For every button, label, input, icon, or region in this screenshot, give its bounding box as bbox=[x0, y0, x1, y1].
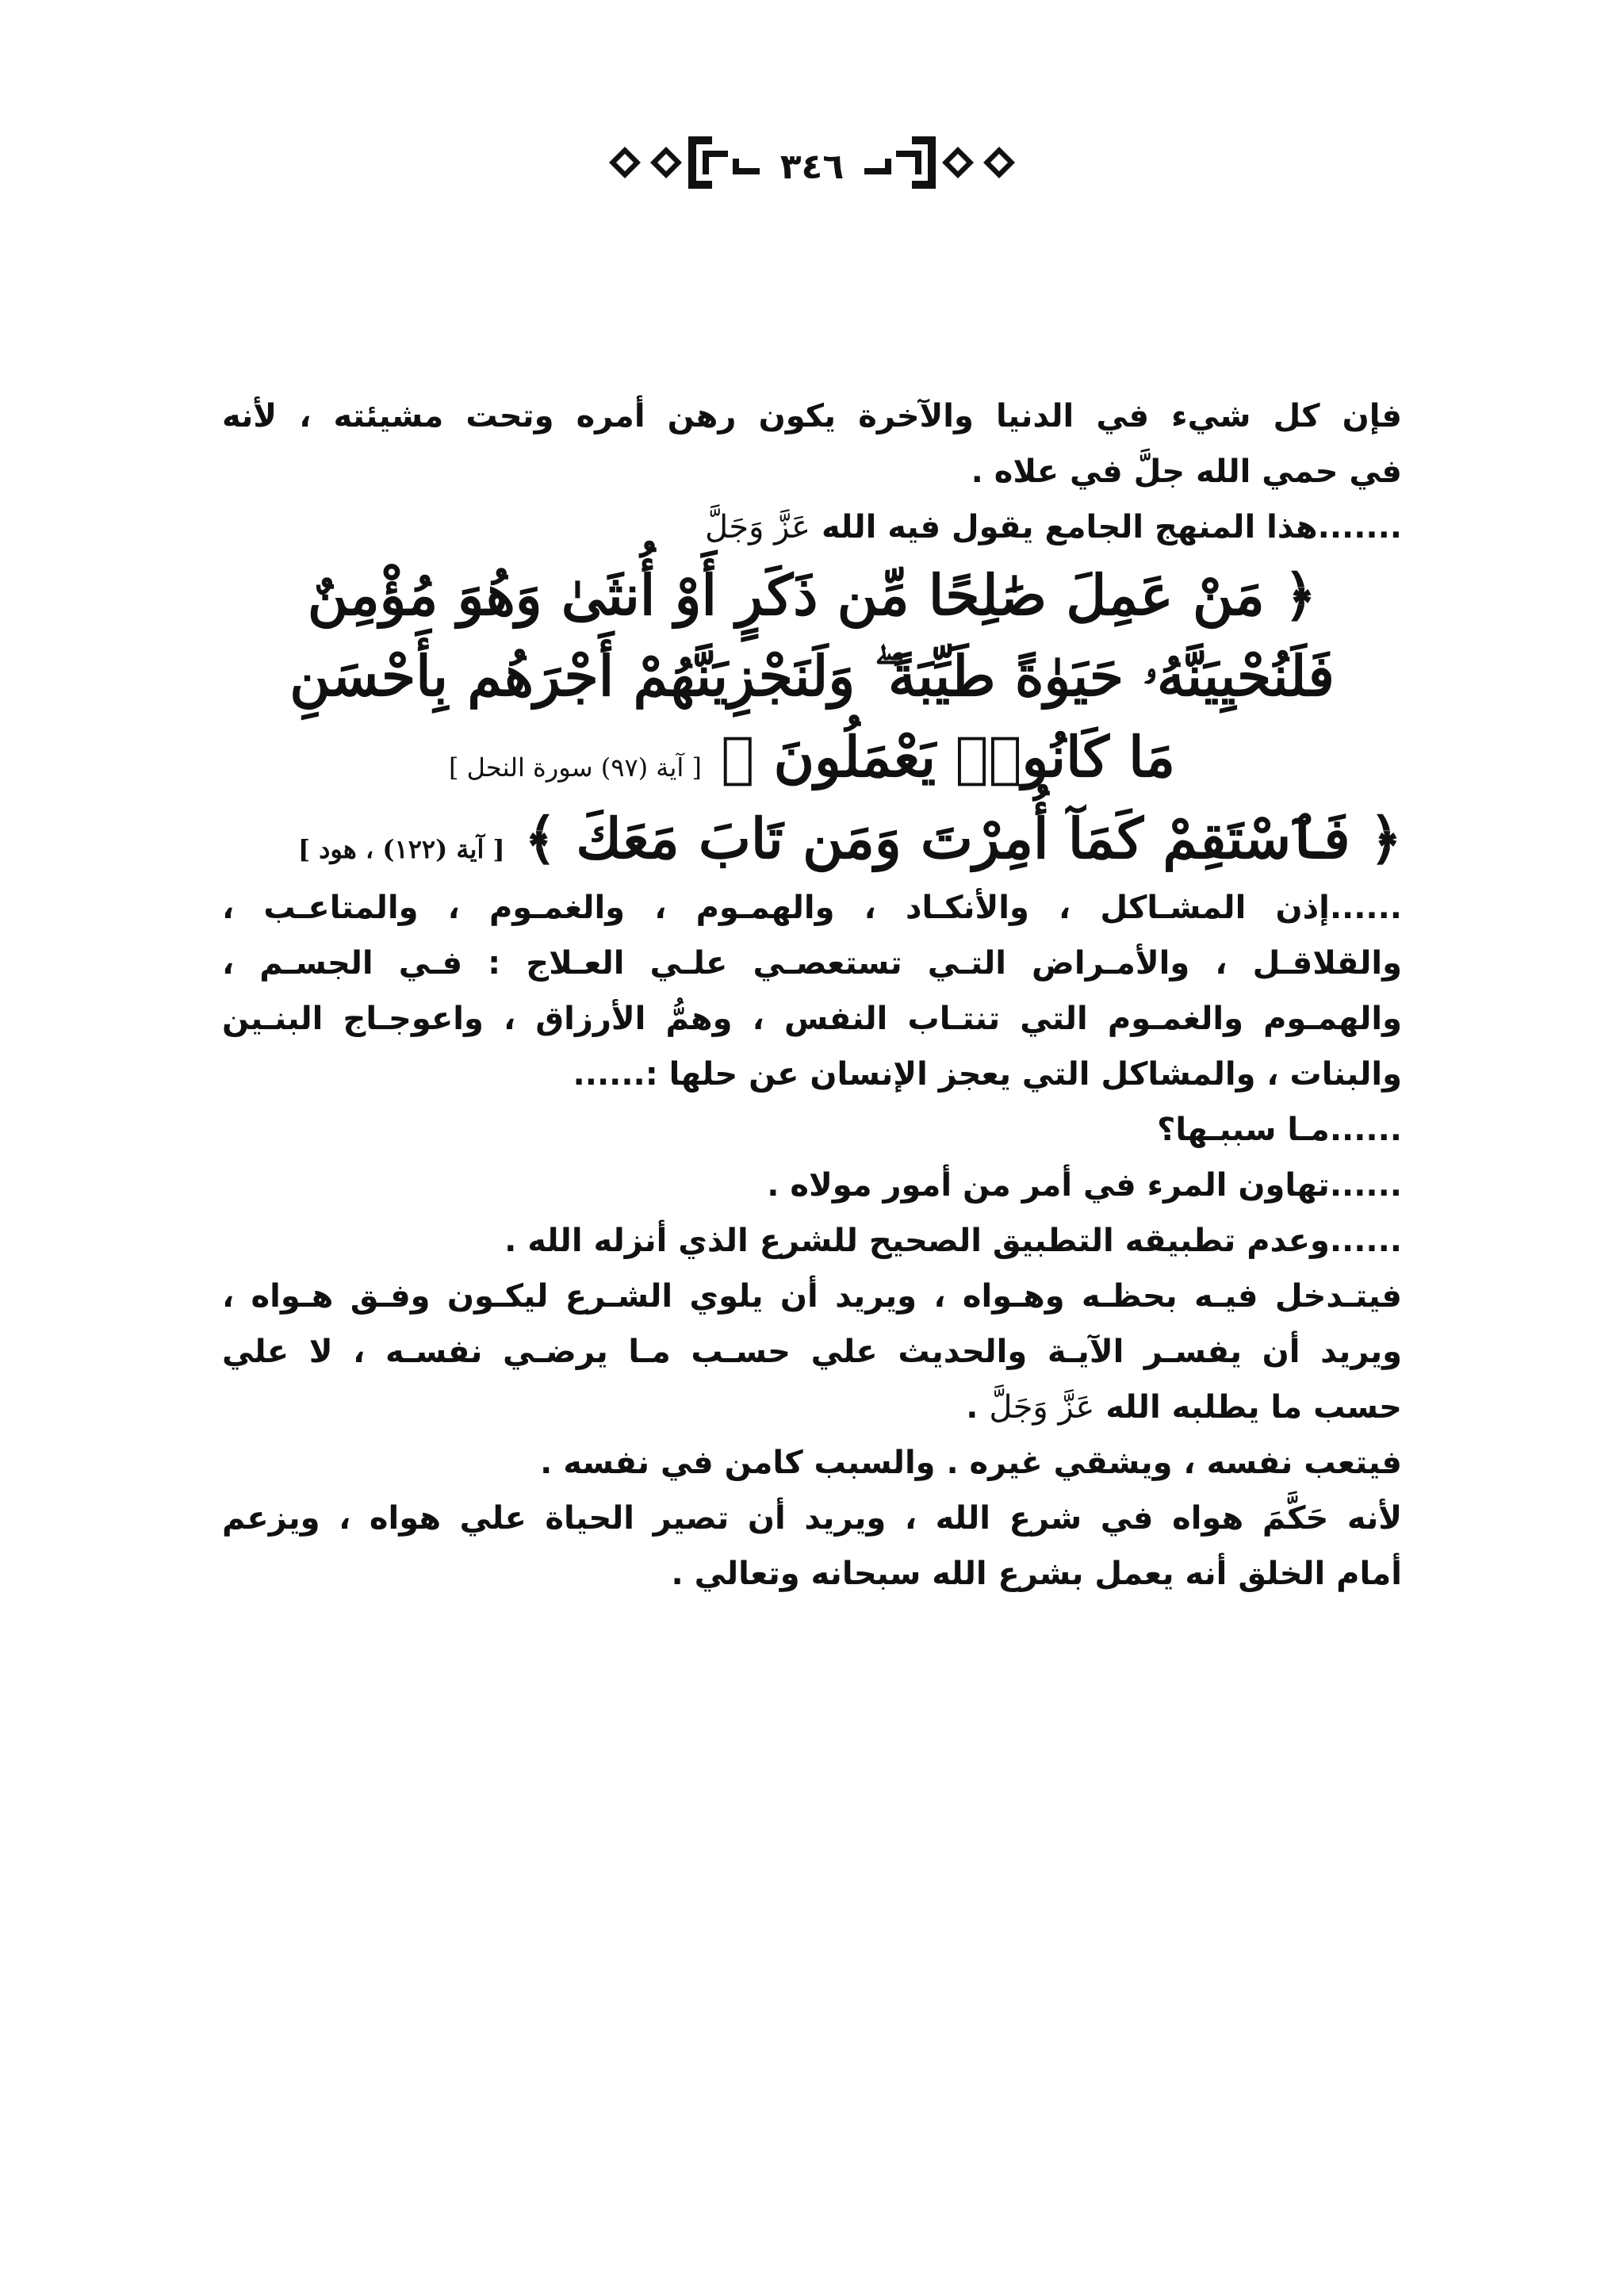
quran-verse-line bbox=[222, 717, 1402, 798]
body-line bbox=[222, 500, 1402, 555]
body-line: ......تهاون المرء في أمر من أمور مولاه . bbox=[767, 1167, 1402, 1204]
honorific: عَزَّ وَجَلَّ bbox=[989, 1389, 1095, 1426]
body-line: فيتـدخل فيـه بحظـه وهـواه ، ويريد أن يلوي الشـرع ليكـون وفـق هـواه ، bbox=[222, 1278, 1402, 1315]
body-line bbox=[222, 1380, 1402, 1435]
body-line: ......إذن المشـاكل ، والأنكـاد ، والهمـوم ، والغمـوم ، والمتاعـب ، bbox=[222, 890, 1402, 926]
quran-verse-text: مَا كَانُوا۟ يَعْمَلُونَ ﴾ bbox=[721, 724, 1175, 790]
quran-verse-line: ﴿ مَنْ عَمِلَ صَٰلِحًا مِّن ذَكَرٍ أَوْ أُنثَىٰ وَهُوَ مُؤْمِنٌ bbox=[307, 562, 1317, 628]
honorific: عَزَّ وَجَلَّ bbox=[705, 509, 811, 545]
verse-reference: [ آية (٩٧) سورة النحل ] bbox=[449, 752, 702, 783]
body-text: .......هذا المنهج الجامع يقول فيه الله bbox=[821, 509, 1402, 545]
left-ornament-icon bbox=[593, 127, 776, 198]
page-number-ornament bbox=[593, 127, 1032, 198]
body-line: والهمـوم والغمـوم التي تنتـاب النفس ، وهمُّ الأرزاق ، واعوجـاج البنـين bbox=[222, 1001, 1402, 1037]
body-line: فيتعب نفسه ، ويشقي غيره . والسبب كامن في نفسه . bbox=[540, 1445, 1402, 1481]
body-line: ويريد أن يفسـر الآيـة والحديث علي حسـب مـا يرضـي نفسـه ، لا علي bbox=[222, 1334, 1402, 1370]
page-header bbox=[0, 119, 1624, 206]
body-line: أمام الخلق أنه يعمل بشرع الله سبحانه وتعالي . bbox=[671, 1556, 1402, 1592]
body-line: ......وعدم تطبيقه التطبيق الصحيح للشرع الذي أنزله الله . bbox=[504, 1223, 1402, 1259]
body-line: والبنات ، والمشاكل التي يعجز الإنسان عن حلها :...... bbox=[573, 1056, 1402, 1093]
right-ornament-icon bbox=[848, 127, 1031, 198]
page-body bbox=[222, 389, 1402, 1602]
quran-verse-line bbox=[222, 798, 1402, 880]
body-line: ......مـا سببـها؟ bbox=[1157, 1112, 1402, 1148]
body-line: في حمي الله جلَّ في علاه . bbox=[971, 454, 1402, 490]
page-number: ٣٤٦ bbox=[779, 147, 845, 187]
quran-verse-text: ﴿ فَٱسْتَقِمْ كَمَآ أُمِرْتَ وَمَن تَابَ مَعَكَ ﴾ bbox=[523, 806, 1402, 871]
body-line: لأنه حَكَّمَ هواه في شرع الله ، ويريد أن تصير الحياة علي هواه ، ويزعم bbox=[222, 1500, 1402, 1537]
body-line: فإن كل شيء في الدنيا والآخرة يكون رهن أمره وتحت مشيئته ، لأنه bbox=[222, 398, 1402, 434]
body-text: . bbox=[966, 1389, 979, 1426]
body-line: والقلاقـل ، والأمـراض التـي تستعصـي علـي العـلاج : فـي الجسـم ، bbox=[222, 945, 1402, 982]
body-text: حسب ما يطلبه الله bbox=[1105, 1389, 1402, 1426]
quran-verse-line: فَلَنُحْيِيَنَّهُۥ حَيَوٰةً طَيِّبَةً ۖ وَلَنَجْزِيَنَّهُمْ أَجْرَهُم بِأَحْسَنِ bbox=[289, 643, 1335, 709]
verse-reference: [ آية (١٢٢) ، هود ] bbox=[297, 834, 505, 864]
